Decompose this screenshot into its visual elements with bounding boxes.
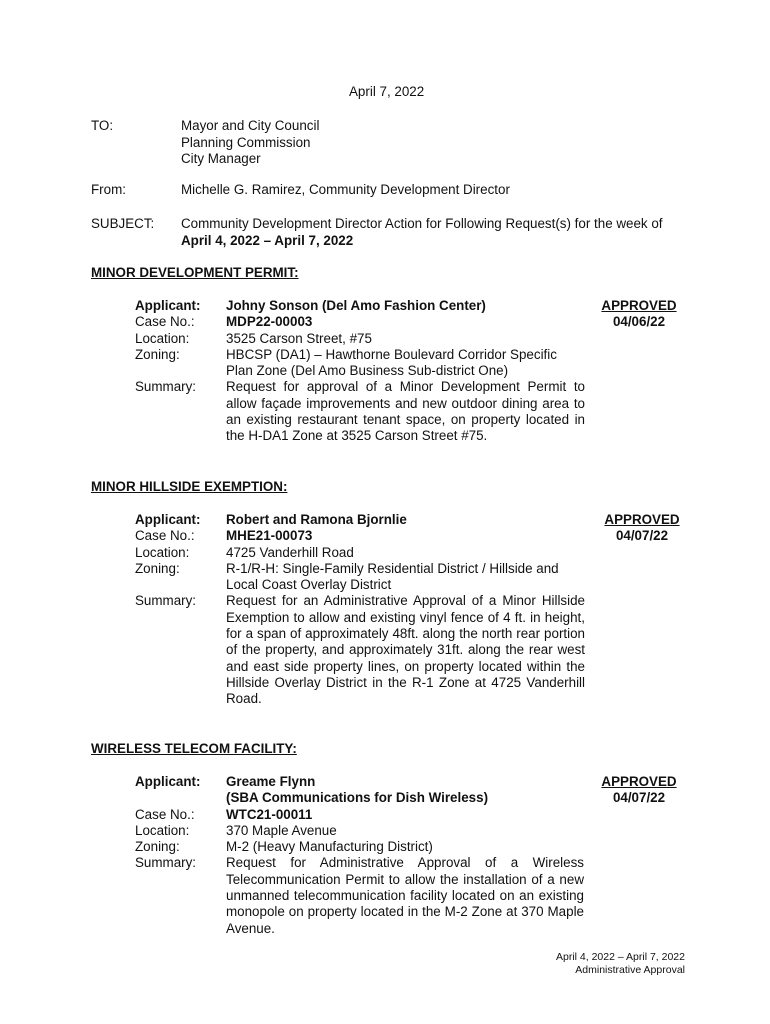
applicant-label: Applicant:	[135, 298, 201, 313]
location-value: 4725 Vanderhill Road	[226, 544, 354, 560]
case-number: MHE21-00073	[226, 528, 313, 544]
status-date: 04/07/22	[612, 790, 666, 806]
footer-date-range: April 4, 2022 – April 7, 2022	[555, 951, 685, 963]
case-number: WTC21-00011	[226, 806, 313, 822]
section-title: MINOR HILLSIDE EXEMPTION:	[91, 479, 288, 494]
summary-label: Summary:	[135, 593, 197, 609]
summary-value: Request for Administrative Approval of a Wireless Telecommunication Permit to allow the installation of a new unmanned telecommunication facility located on an existing monopole on property located in the M-2 Zone at 370 Maple Avenue.	[226, 855, 584, 936]
section-title: WIRELESS TELECOM FACILITY:	[91, 741, 297, 756]
zoning-value: R-1/R-H: Single-Family Residential District / Hillside and Local Coast Overlay District	[226, 560, 559, 593]
to-recipients	[181, 118, 319, 168]
subject-label: SUBJECT:	[91, 216, 155, 231]
location-label: Location:	[135, 822, 190, 838]
from-label: From:	[91, 182, 126, 197]
zoning-label: Zoning:	[135, 346, 180, 362]
status-label: APPROVED	[604, 512, 680, 527]
location-value: 3525 Carson Street, #75	[226, 330, 372, 346]
applicant-label: Applicant:	[135, 774, 201, 789]
request-entry	[135, 298, 585, 445]
section-title: MINOR DEVELOPMENT PERMIT:	[91, 265, 299, 280]
summary-label: Summary:	[135, 379, 197, 395]
location-value: 370 Maple Avenue	[226, 822, 337, 838]
zoning-value: M-2 (Heavy Manufacturing District)	[226, 839, 433, 855]
from-value: Michelle G. Ramirez, Community Development Director	[181, 182, 510, 197]
summary-value: Request for approval of a Minor Development Permit to allow façade improvements and new outdoor dining area to an existing restaurant tenant space, on property located in the H-DA1 Zone at 3525 Carson Street #75.	[226, 379, 585, 444]
case-label: Case No.:	[135, 806, 195, 822]
status-label: APPROVED	[601, 298, 677, 313]
case-label: Case No.:	[135, 314, 195, 330]
recipient: City Manager	[181, 151, 261, 166]
request-entry	[135, 774, 584, 937]
location-label: Location:	[135, 544, 190, 560]
applicant-name: Robert and Ramona Bjornlie	[226, 512, 407, 527]
zoning-label: Zoning:	[135, 839, 180, 855]
status-date: 04/06/22	[612, 314, 666, 330]
summary-label: Summary:	[135, 855, 197, 871]
recipient: Planning Commission	[181, 134, 311, 150]
location-label: Location:	[135, 330, 190, 346]
to-label: TO:	[91, 118, 114, 133]
status-date: 04/07/22	[615, 528, 669, 544]
applicant-name: Greame Flynn	[226, 774, 316, 789]
summary-value: Request for an Administrative Approval of a Minor Hillside Exemption to allow and existing vinyl fence of 4 ft. in height, for a span of approximately 48ft. along the north rear portion of the property, and approximately 31ft. along the rear west and east side property lines, on property located within the Hillside Overlay District in the R-1 Zone at 4725 Vanderhill Road.	[226, 593, 585, 707]
subject-week: April 4, 2022 – April 7, 2022	[181, 232, 354, 248]
approval-status	[594, 298, 684, 331]
approval-status	[594, 774, 684, 807]
applicant-name: Johny Sonson (Del Amo Fashion Center)	[226, 298, 486, 313]
status-label: APPROVED	[601, 774, 677, 789]
subject-line: Community Development Director Action for Following Request(s) for the week of	[181, 216, 663, 231]
case-label: Case No.:	[135, 528, 195, 544]
footer-title: Administrative Approval	[575, 964, 685, 976]
request-entry	[135, 512, 585, 708]
recipient: Mayor and City Council	[181, 118, 320, 133]
applicant-company: (SBA Communications for Dish Wireless)	[226, 790, 489, 806]
page-footer	[556, 951, 685, 977]
case-number: MDP22-00003	[226, 314, 313, 330]
subject-value	[181, 216, 663, 249]
memo-date: April 7, 2022	[349, 84, 425, 99]
zoning-value: HBCSP (DA1) – Hawthorne Boulevard Corridor Specific Plan Zone (Del Amo Business Sub-district One)	[226, 346, 557, 379]
zoning-label: Zoning:	[135, 560, 180, 576]
applicant-label: Applicant:	[135, 512, 201, 527]
approval-status	[597, 512, 687, 545]
